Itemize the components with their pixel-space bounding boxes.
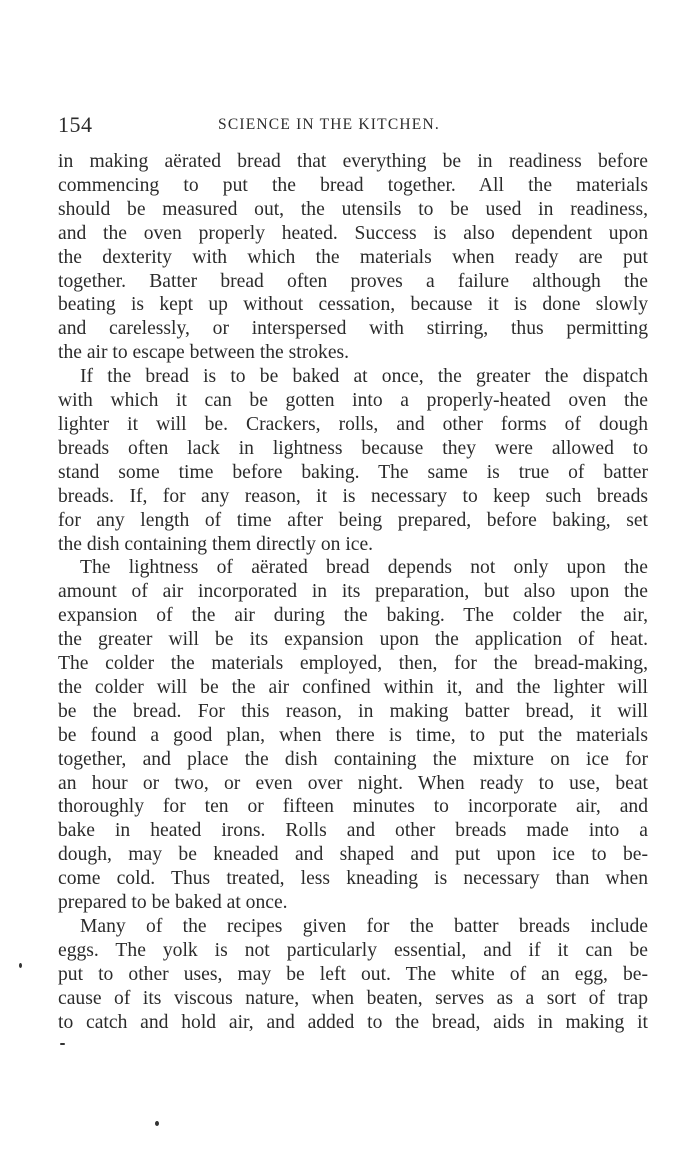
paragraph-1	[58, 150, 648, 365]
text-line: commencing to put the bread together. All the materials	[58, 174, 648, 196]
text-line: If the bread is to be baked at once, the greater the dispatch	[80, 366, 648, 388]
text-line: and carelessly, or interspersed with stirring, thus permitting	[58, 318, 648, 340]
paragraph-2	[58, 365, 648, 556]
scan-speck	[19, 963, 22, 968]
text-line: dough, may be kneaded and shaped and put upon ice to be-	[58, 844, 648, 866]
text-line: be found a good plan, when there is time, to put the materials	[58, 724, 648, 746]
paragraph-3	[58, 556, 648, 915]
text-line: with which it can be gotten into a properly-heated oven the	[58, 390, 648, 412]
text-line: put to other uses, may be left out. The white of an egg, be-	[58, 963, 648, 985]
text-line: be the bread. For this reason, in making batter bread, it will	[58, 700, 648, 722]
text-line: together. Batter bread often proves a failure although the	[58, 270, 648, 292]
text-line: should be measured out, the utensils to be used in readiness,	[58, 198, 648, 220]
text-line: expansion of the air during the baking. The colder the air,	[58, 605, 648, 627]
text-line: beating is kept up without cessation, because it is done slowly	[58, 294, 648, 316]
text-line: bake in heated irons. Rolls and other breads made into a	[58, 820, 648, 842]
text-line: the greater will be its expansion upon the application of heat.	[58, 629, 648, 651]
text-line: for any length of time after being prepared, before baking, set	[58, 509, 648, 531]
text-line: breads. If, for any reason, it is necessary to keep such breads	[58, 485, 648, 507]
text-line: cause of its viscous nature, when beaten, serves as a sort of trap	[58, 987, 648, 1009]
running-title: SCIENCE IN THE KITCHEN.	[218, 116, 440, 133]
text-line: the dexterity with which the materials when ready are put	[58, 246, 648, 268]
text-line: an hour or two, or even over night. When ready to use, beat	[58, 772, 648, 794]
text-line: The lightness of aërated bread depends not only upon the	[80, 557, 648, 579]
text-line: to catch and hold air, and added to the bread, aids in making it	[58, 1011, 648, 1033]
text-line: together, and place the dish containing the mixture on ice for	[58, 748, 648, 770]
paragraph-4	[58, 915, 648, 1035]
text-line: amount of air incorporated in its preparation, but also upon the	[58, 581, 648, 603]
body-text	[58, 150, 648, 1035]
text-line: lighter it will be. Crackers, rolls, and other forms of dough	[58, 413, 648, 435]
text-line: breads often lack in lightness because they were allowed to	[58, 437, 648, 459]
text-line: the colder will be the air confined within it, and the lighter will	[58, 676, 648, 698]
text-line: prepared to be baked at once.	[58, 892, 288, 914]
text-line: Many of the recipes given for the batter breads include	[80, 916, 648, 937]
text-line: The colder the materials employed, then, for the bread-making,	[58, 653, 648, 675]
text-line: come cold. Thus treated, less kneading is necessary than when	[58, 868, 648, 890]
page-header	[58, 112, 648, 138]
page-number: 154	[58, 112, 93, 137]
scan-speck	[60, 1043, 65, 1045]
text-line: the dish containing them directly on ice.	[58, 533, 374, 555]
text-line: and the oven properly heated. Success is also dependent upon	[58, 222, 648, 244]
text-line: thoroughly for ten or fifteen minutes to incorporate air, and	[58, 796, 648, 818]
text-line: the air to escape between the strokes.	[58, 342, 350, 364]
text-line: eggs. The yolk is not particularly essential, and if it can be	[58, 939, 648, 961]
text-line: in making aërated bread that everything be in readiness before	[58, 151, 648, 172]
scan-speck	[155, 1121, 159, 1126]
text-line: stand some time before baking. The same is true of batter	[58, 461, 648, 483]
